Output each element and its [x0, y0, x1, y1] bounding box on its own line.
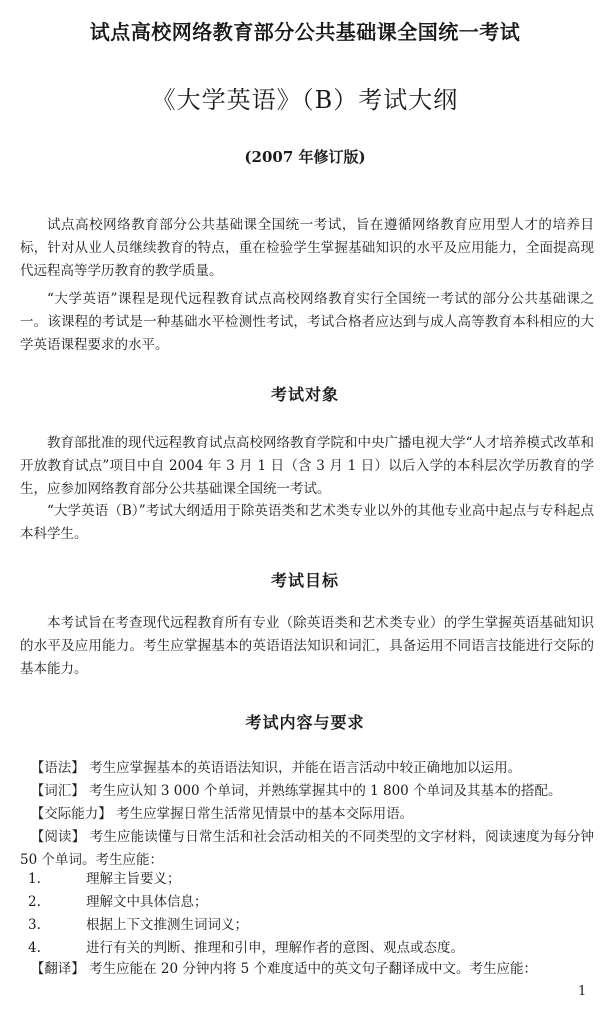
section-heading-objects: 考试对象: [270, 385, 339, 404]
requirement-tag: 【翻译】: [30, 961, 85, 977]
requirement-translation: [20, 958, 594, 981]
section-heading-goals: 考试目标: [270, 571, 339, 590]
requirement-text: 考生应掌握基本的英语语法知识，并能在语言活动中较正确地加以运用。: [89, 760, 522, 776]
reading-list-item: [28, 891, 588, 914]
requirement-vocabulary: [20, 780, 594, 803]
list-number: 2.: [28, 894, 41, 910]
requirement-text: 考生应认知 3 000 个单词，并熟练掌握其中的 1 800 个单词及其基本的搭配。: [89, 783, 562, 799]
list-text: 进行有关的判断、推理和引申，理解作者的意图、观点或态度。: [86, 940, 464, 956]
list-text: 根据上下文推测生词词义；: [86, 917, 248, 933]
syllabus-title: 《大学英语》（B）考试大纲: [151, 86, 459, 114]
requirement-tag: 【阅读】: [30, 829, 86, 845]
reading-list-item: [28, 937, 588, 960]
requirement-tag: 【语法】: [30, 760, 85, 776]
list-text: 理解主旨要义；: [86, 871, 181, 887]
list-number: 4.: [28, 940, 41, 956]
requirement-text: 考生应能读懂与日常生活和社会活动相关的不同类型的文字材料，阅读速度为每分钟 50 个单词。考生应能：: [20, 829, 595, 868]
objects-paragraph-1: 教育部批准的现代远程教育试点高校网络教育学院和中央广播电视大学“人才培养模式改革和开放教育试点”项目中自 2004 年 3 月 1 日（含 3 月 1 日）以后入学的本科层次学历教育的学生，应参加网络教育部分公共基础课全国统一考试。: [20, 435, 594, 497]
requirement-grammar: [20, 757, 594, 780]
document-title: 试点高校网络教育部分公共基础课全国统一考试: [89, 20, 521, 44]
list-text: 理解文中具体信息；: [86, 894, 208, 910]
page-number: 1: [578, 984, 587, 999]
list-number: 1.: [28, 871, 41, 887]
requirement-reading: [20, 826, 594, 872]
intro-paragraph-2: “大学英语”课程是现代远程教育试点高校网络教育实行全国统一考试的部分公共基础课之一。该课程的考试是一种基础水平检测性考试，考试合格者应达到与成人高等教育本科相应的大学英语课程要求的水平。: [20, 291, 594, 353]
intro-paragraph-1: 试点高校网络教育部分公共基础课全国统一考试，旨在遵循网络教育应用型人才的培养目标，针对从业人员继续教育的特点，重在检验学生掌握基础知识的水平及应用能力，全面提高现代远程高等学历教育的教学质量。: [20, 217, 594, 279]
objects-paragraph-2: “大学英语（B）”考试大纲适用于除英语类和艺术类专业以外的其他专业高中起点与专科起点本科学生。: [20, 503, 594, 542]
requirement-communication: [20, 803, 594, 826]
requirement-text: 考生应能在 20 分钟内将 5 个难度适中的英文句子翻译成中文。考生应能：: [89, 961, 538, 977]
reading-list-item: [28, 914, 588, 937]
requirement-text: 考生应掌握日常生活常见情景中的基本交际用语。: [116, 806, 414, 822]
revision-label: (2007 年修订版): [244, 148, 366, 166]
requirement-tag: 【交际能力】: [30, 806, 112, 822]
section-heading-content: 考试内容与要求: [245, 713, 365, 732]
goals-paragraph: 本考试旨在考查现代远程教育所有专业（除英语类和艺术类专业）的学生掌握英语基础知识的水平及应用能力。考生应掌握基本的英语语法知识和词汇，具备运用不同语言技能进行交际的基本能力。: [20, 615, 594, 677]
list-number: 3.: [28, 917, 41, 933]
requirement-tag: 【词汇】: [30, 783, 85, 799]
reading-list-item: [28, 868, 588, 891]
